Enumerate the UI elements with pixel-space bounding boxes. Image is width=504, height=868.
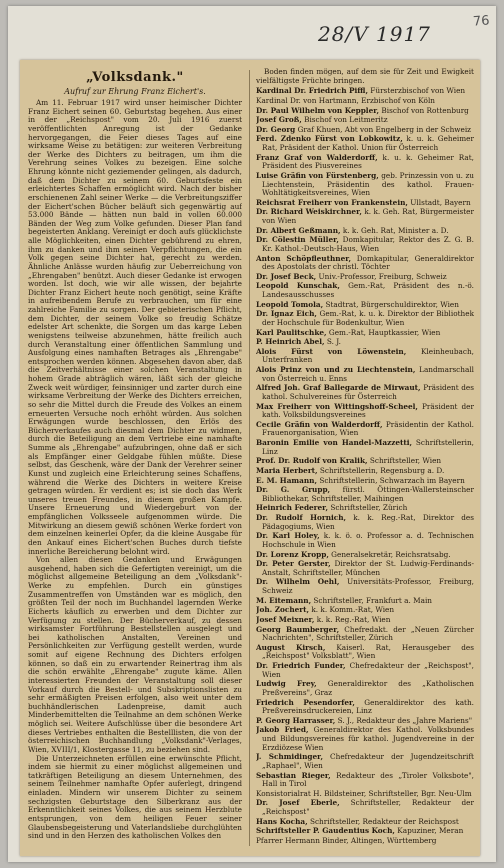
signatory-title: k. k. Reg.-Rat, Direktor des Pädagogiums, Wien [262, 513, 474, 531]
signatory-title: k. u. k. Geheimer Rat, Präsident des Piusvereines [262, 152, 474, 171]
signatory-name: Alois Fürst von Löwenstein, [256, 346, 407, 356]
signatory-title: Graf Khuen, Abt von Engelberg in der Schweiz [295, 124, 472, 134]
signatory-title: Pfarrer Hermann Binder, Altingen, Württemberg [256, 835, 437, 845]
signatory-name: P. Georg Harrasser, [256, 715, 336, 725]
signatory [256, 301, 474, 310]
signatory [256, 578, 474, 595]
signatory [256, 273, 474, 282]
signatory-title: fürstl. Öttingen-Wallersteinscher Bibliothekar, Schriftsteller, Maihingen [262, 485, 474, 503]
archive-page-number: 76 [472, 13, 491, 30]
signatory [256, 199, 474, 208]
signatory-name: Dr. Cölestin Müller, [256, 235, 339, 245]
signatory [256, 329, 474, 338]
signatory-name: Karl Paulitschke, [256, 327, 327, 337]
signatory-title: Schriftstellerin, Schwarzach im Bayern [317, 475, 465, 485]
signatory-name: Dr. Peter Gerster, [256, 559, 331, 569]
signatory-name: J. Schmidinger, [256, 752, 323, 762]
signatory-name: Leopold Tomola, [256, 299, 324, 309]
signatory-name: Dr. Paul Wilhelm von Keppler, [256, 105, 380, 115]
signatory [256, 366, 474, 383]
signatory [256, 753, 474, 770]
signatory [256, 606, 474, 615]
signatory-title: Domkapitular, Generaldirektor des Apostolats der christl. Töchter [262, 253, 474, 272]
signatory-name: Dr. Friedrich Funder, [256, 661, 346, 670]
signatory [256, 384, 474, 401]
signatory [256, 457, 474, 466]
signatory-title: Schriftsteller, Frankfurt a. Main [311, 595, 432, 605]
signatory-name: Dr. G. Grupp, [256, 485, 331, 495]
signatory [256, 403, 474, 420]
signatory-title: Gem.-Rat, k. u. k. Direktor der Bibliothek der Hochschule für Bodenkultur, Wien [262, 309, 474, 327]
signatory-title: Bischof von Rottenburg [379, 105, 469, 115]
signatory-title: Konsistorialrat H. Bildsteiner, Schriftsteller, Bgr. Neu-Ulm [256, 788, 472, 798]
signatory-title: geb. Prinzessin von u. zu Liechtenstein, Präsidentin des kathol. Frauen-Wohltätigkeitsvereines, Wien [262, 170, 474, 198]
signatory-name: Alfred Joh. Graf Ballegarde de Mirwaut, [256, 383, 421, 393]
signatory [256, 126, 474, 135]
signatory [256, 799, 474, 816]
signatory [256, 421, 474, 438]
signatory-title: Schriftstellerin, Linz [262, 438, 474, 456]
signatory-name: Jakob Fried, [256, 725, 309, 735]
signatory-title: Direktor der St. Ludwig-Ferdinands-Anstalt, Schriftsteller, München [262, 559, 474, 577]
signatory [256, 208, 474, 225]
signatory-name: Baronin Emilie von Handel-Mazzetti, [256, 438, 413, 447]
signatory-title: Kleinheubach, Unterfranken [262, 346, 474, 365]
signatory-name: E. M. Hamann, [256, 475, 318, 485]
signatory-name: August Kirsch, [256, 642, 326, 652]
signatory [256, 837, 474, 846]
signatory [256, 107, 474, 116]
signatory-title: Kaiserl. Rat, Herausgeber des „Reichspost" Volksblatt", Wien [262, 642, 474, 661]
signatory-title: Bischof von Leitmeritz [301, 115, 388, 125]
signatory [256, 97, 474, 106]
signatory-name: Sebastian Rieger, [256, 770, 331, 780]
signatory-name: Dr. Karl Holey, [256, 531, 320, 541]
signatory-title: k. k. Komm.-Rat, Wien [309, 605, 395, 615]
signatory-name: M. Eitemann, [256, 595, 312, 605]
signatory [256, 827, 474, 836]
signatory [256, 504, 474, 513]
signatory-title: Ullstadt, Bayern [407, 197, 471, 207]
signatory [256, 310, 474, 327]
signatory [256, 772, 474, 789]
signatory [256, 818, 474, 827]
signatory-name: Cecile Gräfin von Walderdorff, [256, 419, 383, 429]
signatory-name: Hans Kocha, [256, 816, 308, 826]
signatory [256, 477, 474, 486]
signatory-name: Dr. Georg [256, 124, 296, 134]
signatory-name: Anton Schöpfleuthner, [256, 253, 352, 263]
signatory-name: Luise Gräfin von Fürstenberg, [256, 170, 379, 180]
signatory [256, 551, 474, 560]
signatory-name: Dr. Josef Beck, [256, 271, 317, 281]
signatory [256, 439, 474, 456]
signatory-title: Redakteur des „Tiroler Volksbote", Hall in Tirol [262, 770, 474, 789]
signatory-title: Schriftstellerin, Regensburg a. D. [317, 465, 445, 475]
signatory [256, 338, 474, 347]
signatory-name: Dr. Ignaz Eich, [256, 309, 317, 319]
signatory-name: Ludwig Frey, [256, 679, 317, 689]
signatory [256, 644, 474, 661]
signatory [256, 282, 474, 299]
signatory-title: Chefredakteur der Jugendzeitschrift „Raphael", Wien [262, 752, 474, 770]
signatory-title: Landmarschall von Österreich u. Enns [262, 365, 474, 383]
signatory-title: Kapuziner, Meran [394, 826, 464, 836]
signatory [256, 532, 474, 549]
signatory [256, 597, 474, 606]
signatory-name: Dr. Rudolf Hornich, [256, 513, 347, 522]
signatory [256, 699, 474, 716]
signatory-name: Josef Meixner, [256, 614, 315, 624]
signatory-title: S. J. [324, 337, 341, 347]
signatory [256, 726, 474, 752]
article-paragraph: Die Unterzeichneten erfüllen eine erwünschte Pflicht, indem sie hiermit zu einer möglichst allgemeinen und tatkräftigen Beteiligung an diesem Unternehmen, des seinem Teilnehmer namhafte Opfer auferlegt, dringend einladen. Mindern wir unserem Dichter zu seinem sechzigsten Geburtstage den Silberkranz aus der Erkenntlichkeit seines Volkes, die aus seinem Herzblute entsprungen, von dem heiligen Feuer seiner Glaubensbegeisterung und Vaterlandsliebe durchglühten sind und in den Herzen des katholischen Volkes den [28, 753, 242, 841]
signatory-name: Maria Herbert, [256, 465, 318, 475]
signatory-title: Schriftsteller, Redakteur der Reichspost [307, 816, 459, 826]
signatory [256, 236, 474, 253]
signatory [256, 116, 474, 125]
signatory-title: Präsidentin der Kathol. Frauenorganisation, Wien [262, 419, 474, 438]
signatory-name: Leopold Kunschak, [256, 281, 340, 291]
signatory-name: Kardinal Dr. Friedrich Piffl, [256, 86, 368, 96]
signatory [256, 87, 474, 96]
left-column [28, 68, 242, 850]
signatory-name: Reichsrat Freiherr von Frankenstein, [256, 197, 408, 207]
signatory-name: Georg Baumberger, [256, 624, 340, 634]
newspaper-clipping [20, 60, 480, 856]
signatory-title: k. u. k. Geheimer Rat, Präsident der Kathol. Union für Österreich [262, 134, 474, 152]
article-title: „Volksdank." [86, 70, 184, 85]
signatory-title: Generaldirektor des „Katholischen Preßvereins", Graz [262, 679, 474, 697]
signatory-title: Präsident des kathol. Schulvereines für Österreich [262, 383, 474, 401]
signatory-title: k. k. Geh. Rat, Minister a. D. [340, 225, 449, 235]
signatory-title: S. J., Redakteur des „Jahre Mariens" [335, 715, 473, 725]
signatory-name: Dr. Lorenz Kropp, [256, 549, 329, 559]
article-body [28, 99, 242, 841]
signatory [256, 348, 474, 365]
signatory-name: Dr. Albert Geßmann, [256, 225, 341, 235]
signatory-name: Heinrich Federer, [256, 503, 329, 513]
signatory-title: k. k. Geh. Rat, Bürgermeister von Wien [262, 207, 474, 225]
article-paragraph: Von allen diesen Gedanken und Erwägungen ausgehend, haben sich die Gefertigten vereinigt, um die möglichst allgemeine Beteiligung an dem „Volksdank"-Werke zu empfehlen. Durch ein günstiges Zusammentreffen von Umständen war es möglich, den größten Teil der noch im Buchhandel lagernden Werke Eicherts käuflich zu erwerben und dem Dichter zur Verfügung zu stellen. Der Bücherverkauf, zu dessen wirksamster Fortführung Bestellstellen ausgelegt und bei katholischen Anstalten, Vereinen und Persönlichkeiten zur Verfügung gestellt werden, wurde somit auf eigene Rechnung des Dichters erfolgen können, so daß ein zu erwartender Reinertrag ihm als die schön erwählte „Ehrengabe" zugute käme. Allen interessierten Freunden der Veranstaltung soll dieser Vorkauf durch die Bestell- und Subskriptionslisten zu sehr ermäßigten Preisen erfolgen, also weit unter dem buchhändlerischen Ladenpreise, damit auch Minderbemittelten die Teilnahme an dem schönen Werke möglich sei. Weitere Aufschlüsse über die besondere Art dieses Vertriebes enthalten die Bestelllisten, die von der österreichischen Buchhandlung „Volksdank"-Verlages, Wien, XVIII/1, Klostergasse 11, zu beziehen sind. [28, 555, 242, 754]
signatory-title: Chefredakteur der „Reichspost", Wien [262, 661, 474, 679]
signatory-name: Josef Groß, [256, 115, 302, 125]
signatory [256, 255, 474, 272]
signatory-name: Friedrich Pesendorfer, [256, 697, 355, 707]
signatory-title: Gem.-Rat, Hauptkassier, Wien [326, 327, 441, 337]
signatory-name: Dr. Richard Weiskirchner, [256, 207, 362, 217]
handwritten-date: 28/V 1917 [318, 22, 431, 46]
signatory-name: Franz Graf von Walderdorff, [256, 152, 378, 162]
signatory [256, 790, 474, 799]
signatory-title: Schriftsteller, Redakteur der „Reichspost" [262, 798, 474, 816]
article-subtitle: Aufruf zur Ehrung Franz Eichert's. [64, 87, 206, 96]
signatory-name: Joh. Zochert, [256, 605, 310, 615]
signatory [256, 662, 474, 679]
signatory [256, 616, 474, 625]
article-continuation: Boden finden mögen, auf dem sie für Zeit und Ewigkeit vielfältigste Früchte bringen. [256, 68, 474, 85]
signatory-title: k. k. ö. o. Professor a. d. Technischen Hochschule in Wien [262, 531, 474, 549]
signatory [256, 560, 474, 577]
signatory [256, 680, 474, 697]
signatory-title: k. k. Reg.-Rat, Wien [314, 614, 391, 624]
signatory [256, 172, 474, 198]
signatory-title: Universitäts-Professor, Freiburg, Schweiz [262, 577, 474, 595]
signatory-title: Chefredakt. der „Neuen Zürcher Nachrichten", Schriftsteller, Zürich [262, 624, 474, 643]
signatory [256, 717, 474, 726]
signatory-name: Schriftsteller P. Gaudentius Koch, [256, 826, 395, 836]
signatory-title: Stadtrat, Bürgerschuldirektor, Wien [323, 299, 459, 309]
signatory-name: P. Heinrich Abel, [256, 337, 325, 347]
signatory-name: Prof. Dr. Rudolf von Kralik, [256, 456, 368, 466]
signatory-name: Ferd. Zdenko Fürst von Lobkowitz, [256, 134, 403, 144]
signatory [256, 467, 474, 476]
signatory-title: Schriftsteller, Wien [367, 456, 442, 466]
signatory-title: Schriftsteller, Zürich [328, 503, 408, 513]
signatory [256, 154, 474, 171]
signatory [256, 626, 474, 643]
signatory [256, 227, 474, 236]
signatory-title: Präsident der kath. Volksbildungsvereines [262, 401, 474, 420]
signatory-title: Generalsekretär, Reichsratsabg. [328, 549, 451, 559]
signatory-title: Fürsterzbischof von Wien [367, 86, 466, 96]
article-paragraph: Am 11. Februar 1917 wird unser heimischer Dichter Franz Eichert seinen 60. Geburtstag begehen. Aus einer in der „Reichspost" vom 20. Juli 1916 zuerst veröffentlichten Anregung ist der Gedanke hervorgegangen, die Feier dieses Tages auf eine wirksame Weise zu betätigen: zur weiteren Verbreitung der Werke des Dichters zu beitragen, um ihm die Verehrung seines Volkes zu bezeigen. Eine solche Ehrung könnte nicht geziemender gelingen, als dadurch, daß dem Dichter zu seinem 60. Geburtsfeste ein erleichtertes Schaffen ermöglicht wird. Nach der bisher erschienenen Zahl seiner Werke — die Verbreitungsziffer der Eichert'schen Bücher beläuft sich gegenwärtig auf 53.000 Bände — hätten nun bald in vollen 60.000 Bänden der Weg zum Volke gefunden. Dieser Plan fand begeisterten Anklang. Vereinigt er doch aufs glücklichste alle Möglichkeiten, einen Dichter gebührend zu ehren, ihm zu danken und ihm seinen Verpflichtungen, die ein Volk gegen seine Dichter hat, gerecht zu werden. Ähnliche Anlässe wurden häufig zur Ueberreichung von „Ehrengaben" benützt. Auch dieser Gedanke ist erwogen worden. Ist doch, wie wir alle wissen, der bejahrte Dichter Franz Eichert heute noch genötigt, seine Kräfte in aufreibendem Berufe zu verbrauchen, um für eine zahlreiche Familie zu sorgen. Der gebieterischen Pflicht, dem Dichter, der seinem Volke so freudig Schätze edelster Art schenkte, die Sorgen um das karge Leben wenigstens teilweise abzunehmen, hätte freilich auch durch Veranstaltung einer öffentlichen Sammlung und Ausfolgung eines namhaften Betrages als „Ehrengabe" entsprochen werden können. Abgesehen davon aber, daß die Zeitverhältnisse einer solchen Veranstaltung in hohem Grade abträglich wären, läßt sich der gleiche Zweck weit würdiger, feinsinniger und zarter durch eine wirksame Verbreitung der Werke des Dichters erreichen, so sehr die Mittel durch die Freude des Volkes an einem erneuerten Versuche noch erhöht würden. Aus solchen Erwägungen wurde beschlossen, den Erlös des Bücherverkaufes auch diesmal dem Dichter zu widmen, durch die Beteiligung an dem Vertriebe eine namhafte Summe als „Ehrengabe" aufzubringen, ohne daß er sich als Empfänger einer Geldgabe fühlen müßte. Diese selbst, das Geschenk, wäre der Dank der Verehrer seiner Kunst und zugleich eine Erleichterung seines Schaffens, während die Werke des Dichters in weitere Kreise getragen würden. Er verdient es; ist sie doch das Werk unseres treuen Freundes, in diesem großen Kampfe. Unsere Erneuerung und Wiedergeburt von der empfänglichen Volksseele aufgenommen würde. Die Mitwirkung an diesem gewiß schönen Werke fordert von dem einzelnen keinerlei Opfer, da die kleine Ausgabe für den Ankauf eines Eichert'schen Buches durch tiefste innerliche Bereicherung belohnt wird. [28, 98, 242, 556]
signatory [256, 135, 474, 152]
signatory-title: Generaldirektor des kath. Preßvereinsdruckereien, Linz [262, 697, 474, 716]
signatory-name: Dr. Josef Eberle, [256, 798, 340, 808]
right-column [256, 68, 474, 850]
column-divider [249, 70, 250, 846]
signatory-title: Generaldirektor des Kathol. Volksbundes und Bildungsvereines für kathol. Jugendvereine in der Erzdiözese Wien [262, 725, 474, 752]
signatory [256, 514, 474, 531]
signatory-title: Domkapitular, Rektor des Z. G. B. Kr. Kathol.-Deutsch-Haus, Wien [262, 235, 474, 253]
signatory-name: Dr. Wilhelm Oehl, [256, 577, 340, 587]
signatory-title: Kardinal Dr. von Hartmann, Erzbischof von Köln [256, 95, 435, 105]
signatory-title: Gem.-Rat, Präsident des n.-ö. Landesausschusses [262, 281, 474, 299]
signatory-name: Alois Prinz von und zu Liechtenstein, [256, 365, 416, 374]
signatory-name: Max Freiherr von Wittingshoff-Scheel, [256, 401, 418, 411]
signatory-title: Univ.-Professor, Freiburg, Schweiz [316, 271, 447, 281]
signatory-list [256, 87, 474, 845]
signatory [256, 486, 474, 503]
